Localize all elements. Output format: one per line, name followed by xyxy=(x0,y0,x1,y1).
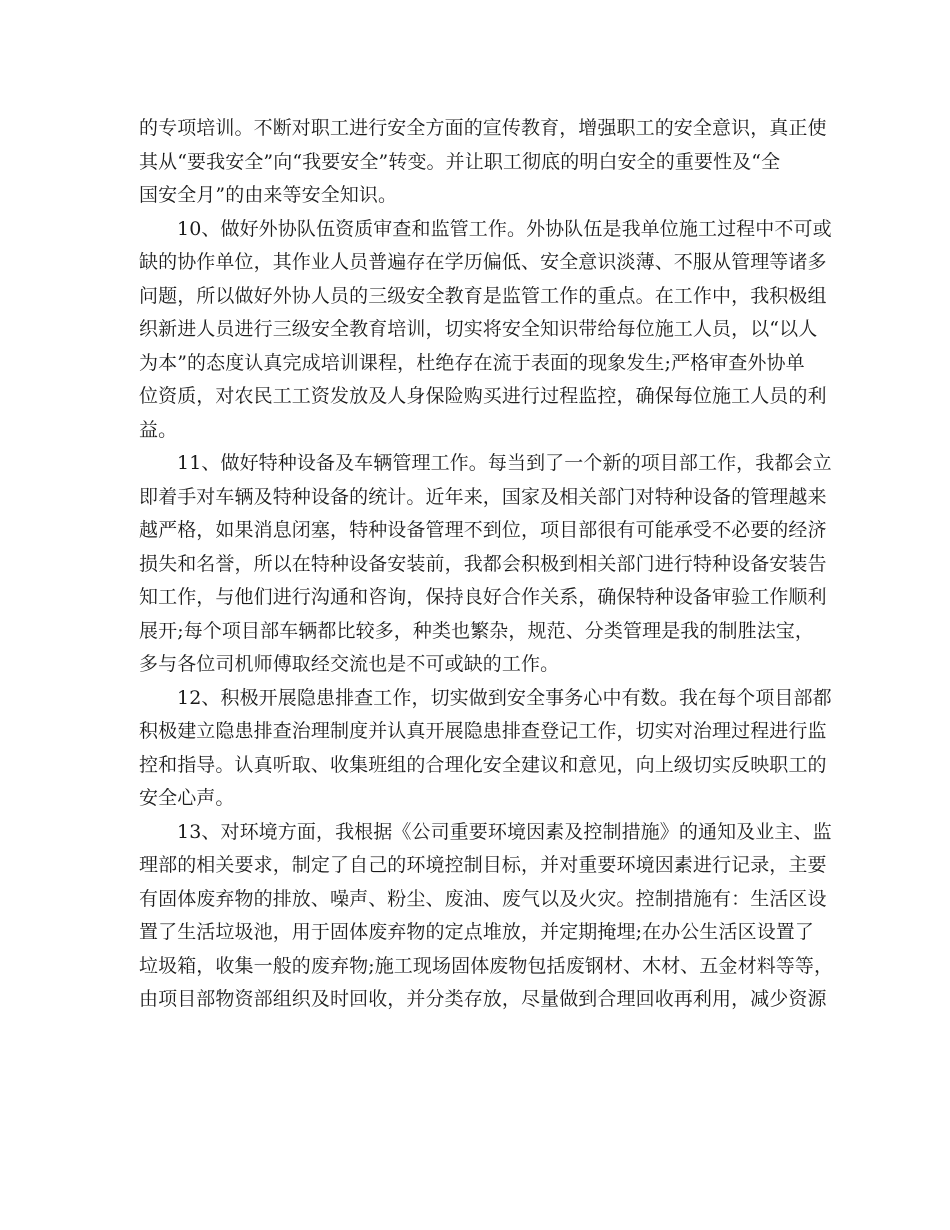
text-line: 安全心声。 xyxy=(139,787,235,809)
text-line: 越严格，如果消息闭塞，特种设备管理不到位，项目部很有可能承受不必要的经济 xyxy=(139,519,827,541)
paragraph-item-13 xyxy=(139,816,834,1017)
text-line: 问题，所以做好外协人员的三级安全教育是监管工作的重点。在工作中，我积极组 xyxy=(139,284,827,307)
text-line: 有固体废弃物的排放、噪声、粉尘、废油、废气以及火灾。控制措施有：生活区设 xyxy=(139,887,827,910)
text-line: 置了生活垃圾池，用于固体废弃物的定点堆放，并定期掩埋;在办公生活区设置了 xyxy=(139,921,815,943)
text-line: 国安全月”的由来等安全知识。 xyxy=(139,184,398,206)
text-line: 多与各位司机师傅取经交流也是不可或缺的工作。 xyxy=(139,653,560,675)
text-line: 损失和名誉，所以在特种设备安装前，我都会积极到相关部门进行特种设备安装告 xyxy=(139,552,827,575)
text-line: 其从“要我安全”向“我要安全”转变。并让职工彻底的明白安全的重要性及“全 xyxy=(139,150,781,173)
text-line: 由项目部物资部组织及时回收，并分类存放，尽量做到合理回收再利用，减少资源 xyxy=(139,988,827,1010)
text-line: 为本”的态度认真完成培训课程，杜绝存在流于表面的现象发生;严格审查外协单 xyxy=(139,351,805,374)
text-line: 织新进人员进行三级安全教育培训，切实将安全知识带给每位施工人员，以“以人 xyxy=(139,318,818,340)
text-line: 位资质，对农民工工资发放及人身保险购买进行过程监控，确保每位施工人员的利 xyxy=(139,385,827,407)
text-line: 缺的协作单位，其作业人员普遍存在学历偏低、安全意识淡薄、不服从管理等诸多 xyxy=(139,251,827,273)
paragraph-continuation xyxy=(139,112,827,213)
paragraph-item-11 xyxy=(139,447,832,682)
text-line: 垃圾箱，收集一般的废弃物;施工现场固体废物包括废钢材、木材、五金材料等等， xyxy=(139,954,834,977)
text-line: 益。 xyxy=(139,418,178,441)
text-line: 13、对环境方面，我根据《公司重要环境因素及控制措施》的通知及业主、监 xyxy=(177,820,832,843)
paragraph-item-10 xyxy=(139,213,832,448)
text-line: 控和指导。认真听取、收集班组的合理化安全建议和意见，向上级切实反映职工的 xyxy=(139,753,827,776)
text-line: 10、做好外协队伍资质审查和监管工作。外协队伍是我单位施工过程中不可或 xyxy=(177,217,832,240)
paragraph-item-12 xyxy=(139,682,832,816)
text-line: 12、积极开展隐患排查工作，切实做到安全事务心中有数。我在每个项目部都 xyxy=(177,686,832,709)
document-page xyxy=(139,112,834,1017)
text-line: 知工作，与他们进行沟通和咨询，保持良好合作关系，确保特种设备审验工作顺利 xyxy=(139,586,827,608)
text-line: 即着手对车辆及特种设备的统计。近年来，国家及相关部门对特种设备的管理越来 xyxy=(139,485,827,508)
text-line: 积极建立隐患排查治理制度并认真开展隐患排查登记工作，切实对治理过程进行监 xyxy=(139,720,827,742)
text-line: 11、做好特种设备及车辆管理工作。每当到了一个新的项目部工作，我都会立 xyxy=(177,452,832,474)
text-line: 理部的相关要求，制定了自己的环境控制目标，并对重要环境因素进行记录，主要 xyxy=(139,854,827,876)
text-line: 展开;每个项目部车辆都比较多，种类也繁杂，规范、分类管理是我的制胜法宝， xyxy=(139,619,815,642)
text-line: 的专项培训。不断对职工进行安全方面的宣传教育，增强职工的安全意识，真正使 xyxy=(139,117,827,139)
